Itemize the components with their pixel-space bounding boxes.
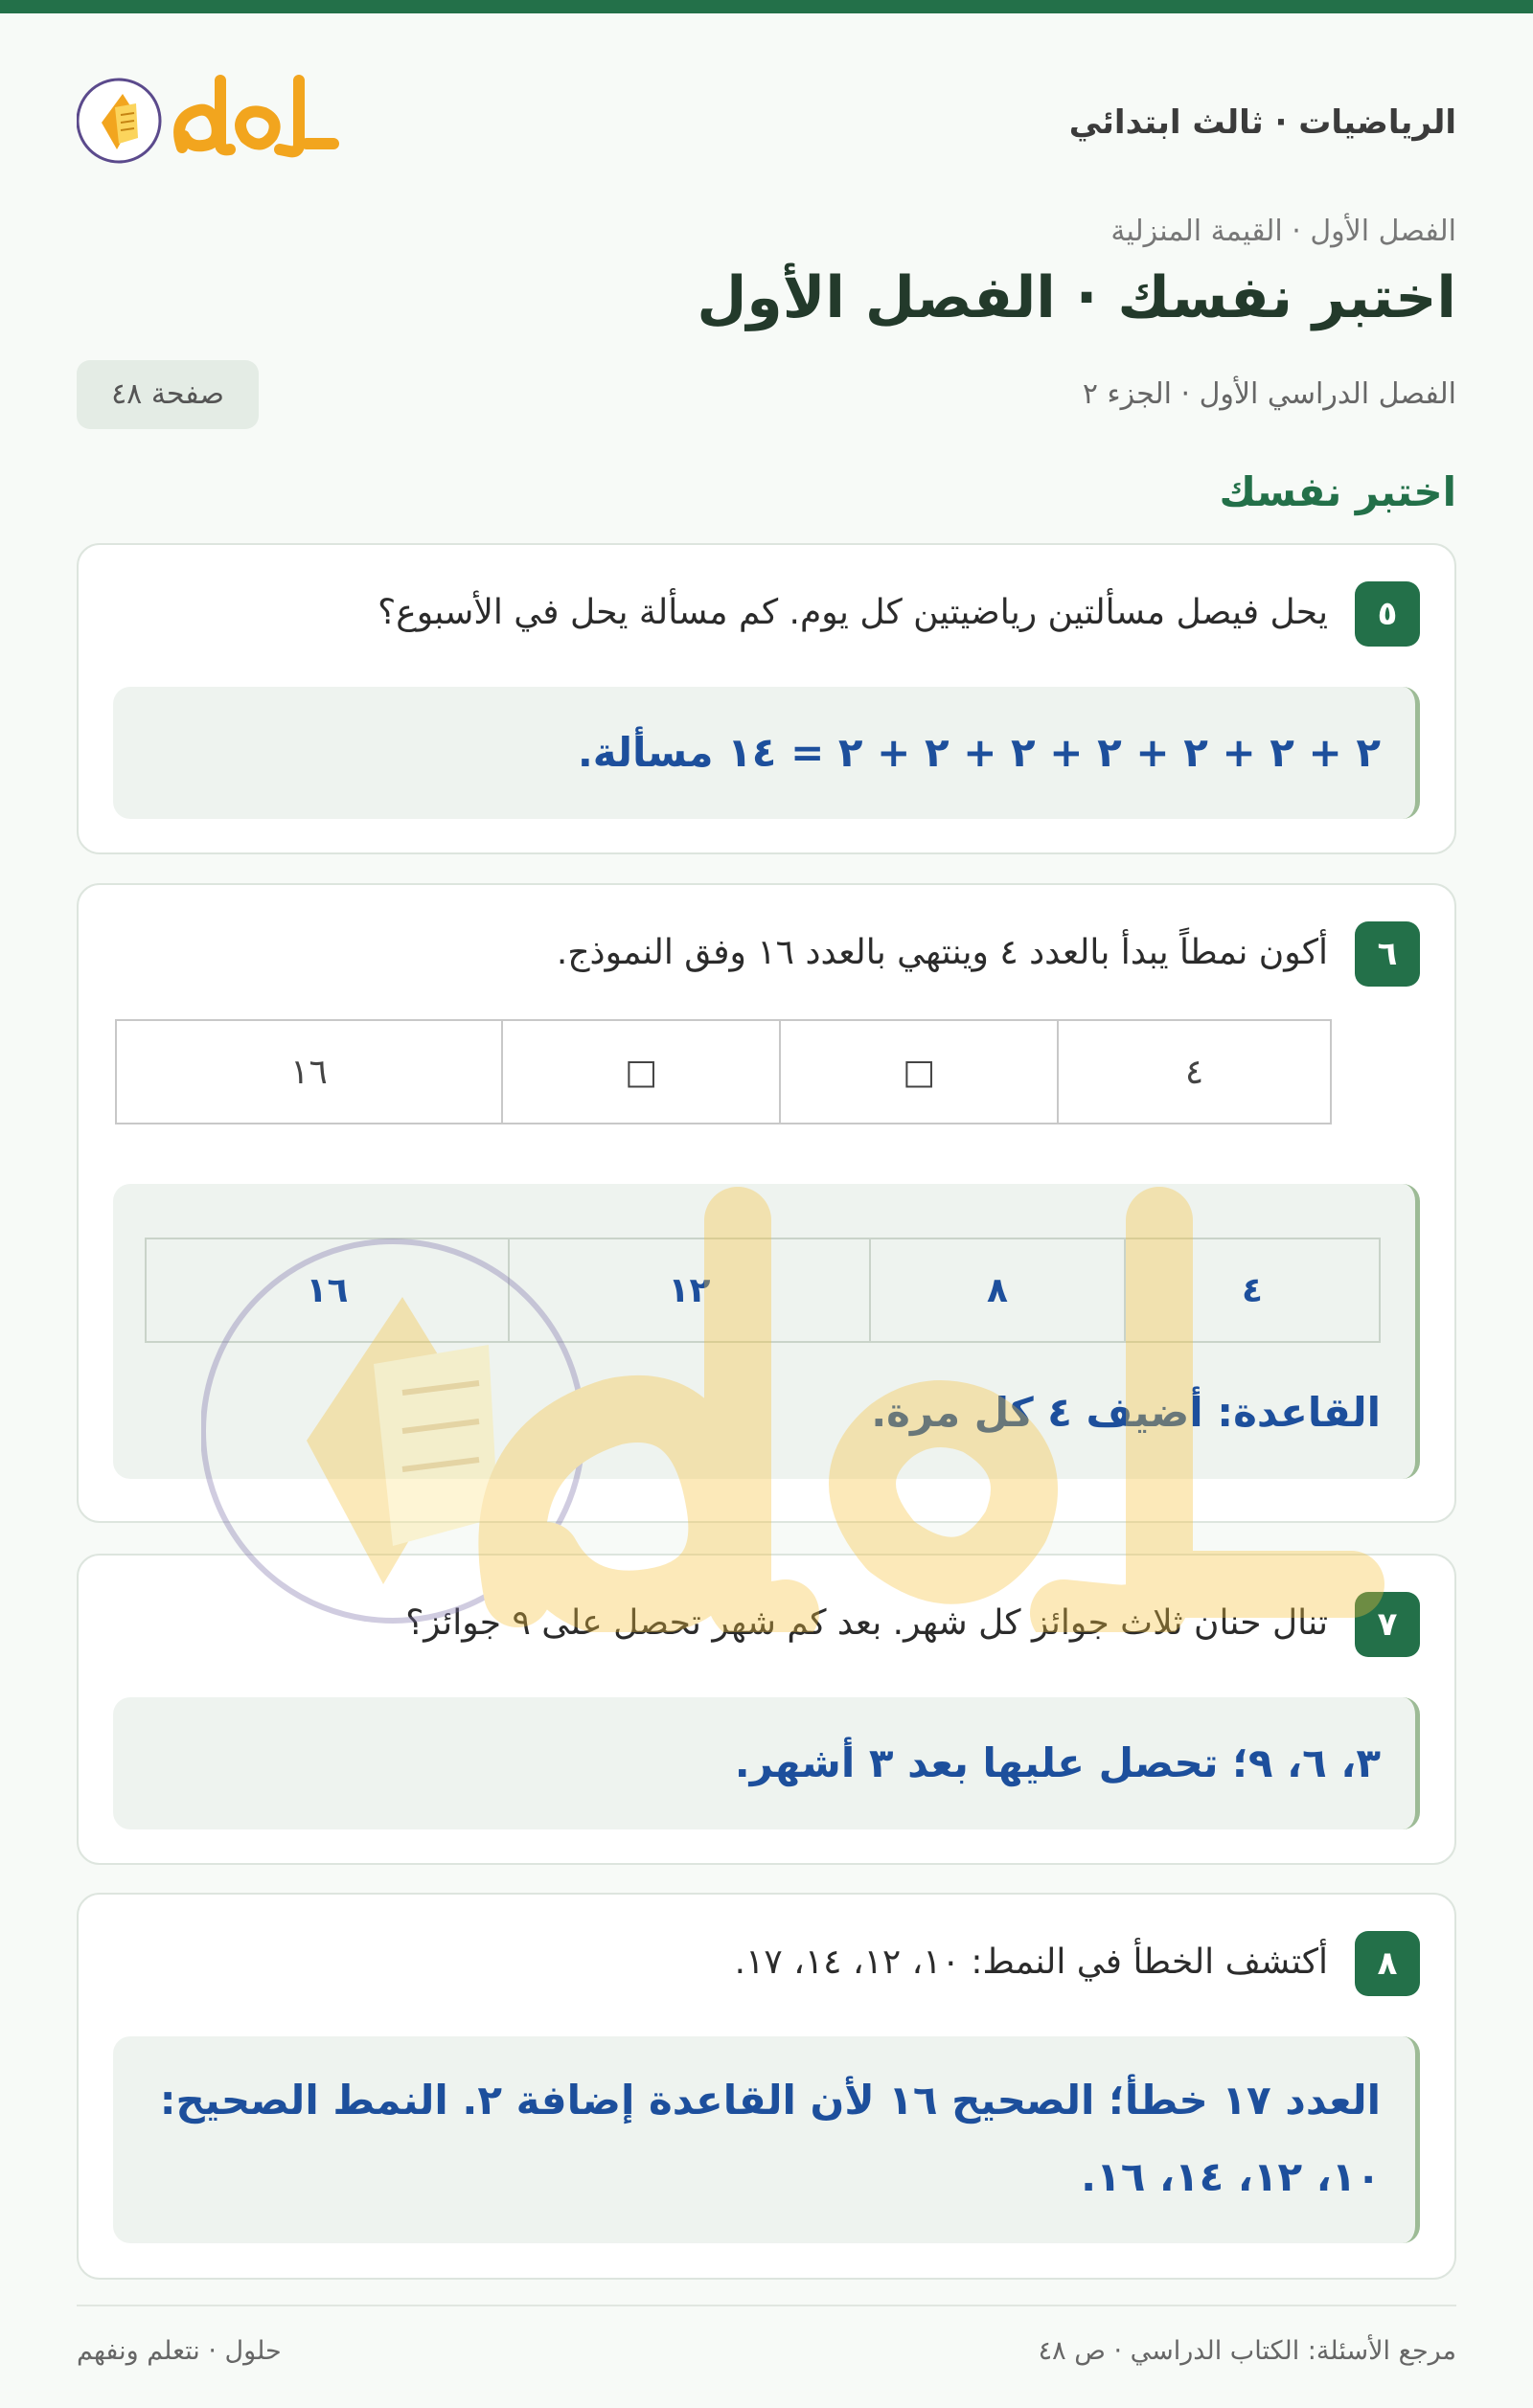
section-title: اختبر نفسك <box>1219 468 1456 515</box>
question-row <box>113 581 1420 648</box>
chapter-label: الفصل الأول · القيمة المنزلية <box>1110 215 1456 248</box>
answer-text-line-2: ١٠، ١٢، ١٤، ١٦. <box>1081 2153 1381 2200</box>
answer-cell: ١٦ <box>146 1238 509 1342</box>
question-text: تنال حنان ثلاث جوائز كل شهر. بعد كم شهر تحصل على ٩ جوائز؟ <box>405 1603 1328 1643</box>
question-card-5 <box>77 543 1456 854</box>
answer-cell: ٨ <box>870 1238 1125 1342</box>
answer-box <box>113 1697 1420 1829</box>
pattern-cell: ١٦ <box>116 1020 502 1124</box>
question-card-6 <box>77 883 1456 1523</box>
footer-reference: مرجع الأسئلة: الكتاب الدراسي · ص ٤٨ <box>1038 2336 1456 2366</box>
answer-box <box>113 2036 1420 2243</box>
page <box>77 13 1456 2408</box>
answer-box <box>113 1184 1420 1479</box>
term-label: الفصل الدراسي الأول · الجزء ٢ <box>1082 377 1456 411</box>
page-number-badge: صفحة ٤٨ <box>77 360 259 429</box>
question-number: ٨ <box>1355 1931 1420 1996</box>
question-card-8 <box>77 1893 1456 2280</box>
question-text: يحل فيصل مسألتين رياضيتين كل يوم. كم مسألة يحل في الأسبوع؟ <box>378 593 1328 632</box>
question-number: ٥ <box>1355 581 1420 647</box>
question-row <box>113 1592 1420 1659</box>
page-title: اختبر نفسك · الفصل الأول <box>697 264 1456 331</box>
question-card-7 <box>77 1554 1456 1865</box>
footer-brand: حلول · نتعلم ونفهم <box>77 2336 282 2366</box>
header <box>77 61 1456 167</box>
answer-text-line-1: العدد ١٧ خطأ؛ الصحيح ١٦ لأن القاعدة إضافة ٢. النمط الصحيح: <box>159 2077 1381 2124</box>
answer-pattern-table <box>145 1238 1381 1343</box>
answer-text: ٣، ٦، ٩؛ تحصل عليها بعد ٣ أشهر. <box>734 1739 1381 1786</box>
pattern-table <box>115 1019 1332 1124</box>
pattern-cell: ٤ <box>1058 1020 1331 1124</box>
answer-text: القاعدة: أضيف ٤ كل مرة. <box>871 1389 1381 1436</box>
footer-divider <box>77 2305 1456 2306</box>
answer-text: ٢ + ٢ + ٢ + ٢ + ٢ + ٢ + ٢ = ١٤ مسألة. <box>577 729 1381 776</box>
question-row <box>113 1931 1420 1998</box>
answer-cell: ٤ <box>1125 1238 1380 1342</box>
question-row <box>113 921 1420 988</box>
answer-cell: ١٢ <box>509 1238 870 1342</box>
question-number: ٧ <box>1355 1592 1420 1657</box>
hulul-logo[interactable] <box>77 61 345 167</box>
pattern-cell-blank[interactable]: □ <box>502 1020 780 1124</box>
top-accent-bar <box>0 0 1533 13</box>
question-text: أكون نمطاً يبدأ بالعدد ٤ وينتهي بالعدد ١٦ وفق النموذج. <box>556 933 1328 972</box>
pattern-cell-blank[interactable]: □ <box>780 1020 1058 1124</box>
question-number: ٦ <box>1355 921 1420 987</box>
subject-label: الرياضيات · ثالث ابتدائي <box>1068 103 1456 142</box>
answer-box <box>113 687 1420 819</box>
question-text: أكتشف الخطأ في النمط: ١٠، ١٢، ١٤، ١٧. <box>734 1942 1328 1982</box>
